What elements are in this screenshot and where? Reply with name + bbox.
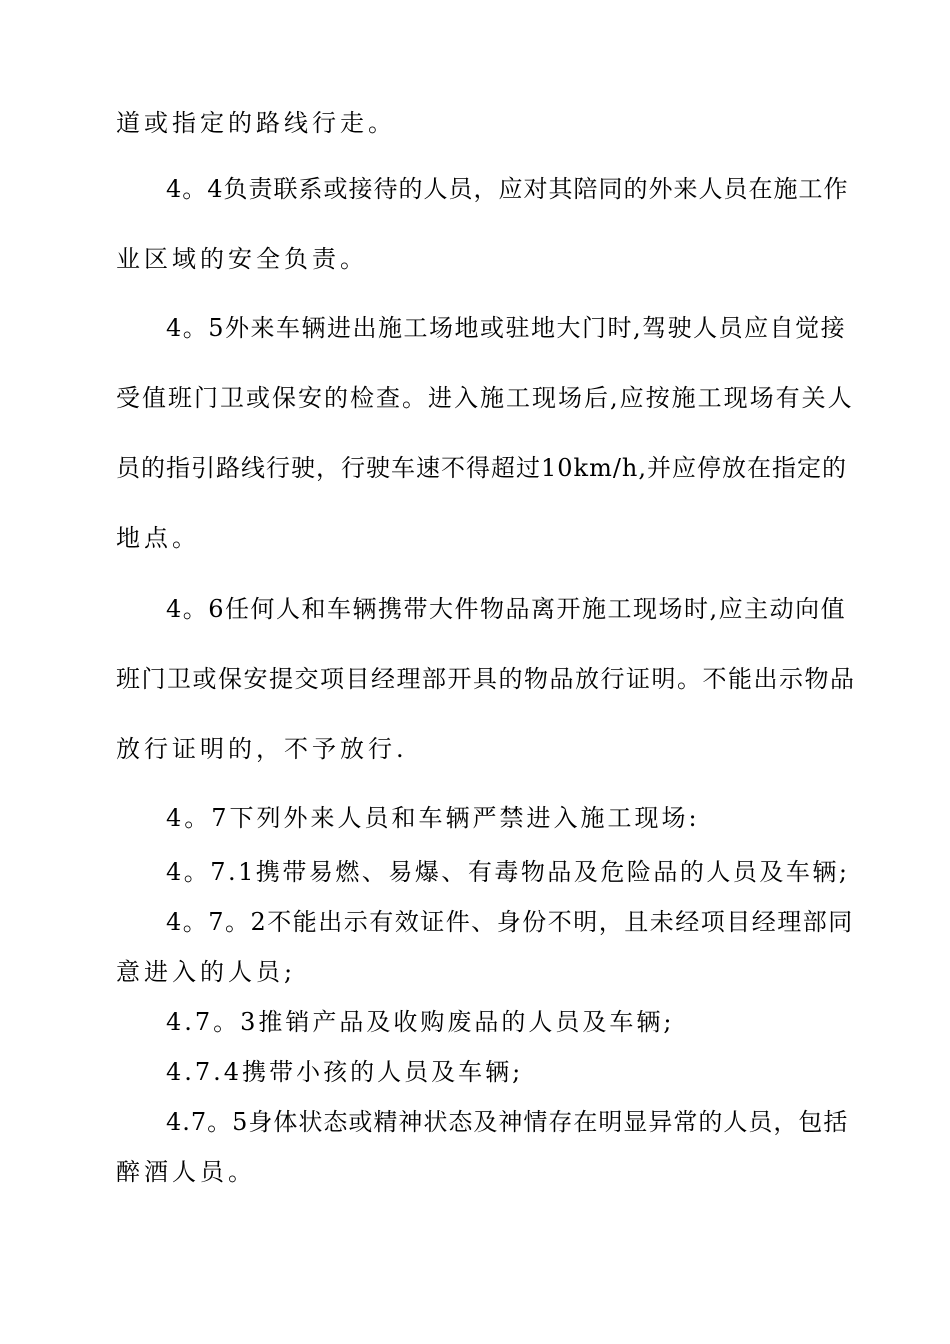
text-line: 4.7。5身体状态或精神状态及神情存在明显异常的人员，包括: [166, 1108, 849, 1136]
text-line: 道或指定的路线行走。: [116, 109, 396, 137]
text-line: 员的指引路线行驶，行驶车速不得超过10km/h,并应停放在指定的: [116, 454, 848, 482]
text-line: 业区域的安全负责。: [116, 245, 368, 273]
text-line: 醉酒人员。: [116, 1158, 256, 1186]
text-line: 4.7。3推销产品及收购废品的人员及车辆;: [166, 1008, 675, 1036]
text-line: 4.7.4携带小孩的人员及车辆;: [166, 1058, 524, 1086]
text-line: 意进入的人员;: [116, 958, 297, 986]
text-line: 4。4负责联系或接待的人员，应对其陪同的外来人员在施工作: [166, 175, 849, 203]
text-line: 4。6任何人和车辆携带大件物品离开施工现场时,应主动向值: [166, 595, 847, 623]
text-line: 地点。: [116, 524, 200, 552]
text-line: 班门卫或保安提交项目经理部开具的物品放行证明。不能出示物品: [116, 665, 856, 693]
text-line: 4。7.1携带易燃、易爆、有毒物品及危险品的人员及车辆;: [166, 858, 850, 886]
text-line: 4。7。2不能出示有效证件、身份不明，且未经项目经理部同: [166, 908, 854, 936]
text-line: 放行证明的，不予放行.: [116, 735, 408, 763]
text-line: 4。5外来车辆进出施工场地或驻地大门时,驾驶人员应自觉接: [166, 314, 847, 342]
text-line: 4。7下列外来人员和车辆严禁进入施工现场:: [166, 804, 700, 832]
text-line: 受值班门卫或保安的检查。进入施工现场后,应按施工现场有关人: [116, 384, 854, 412]
